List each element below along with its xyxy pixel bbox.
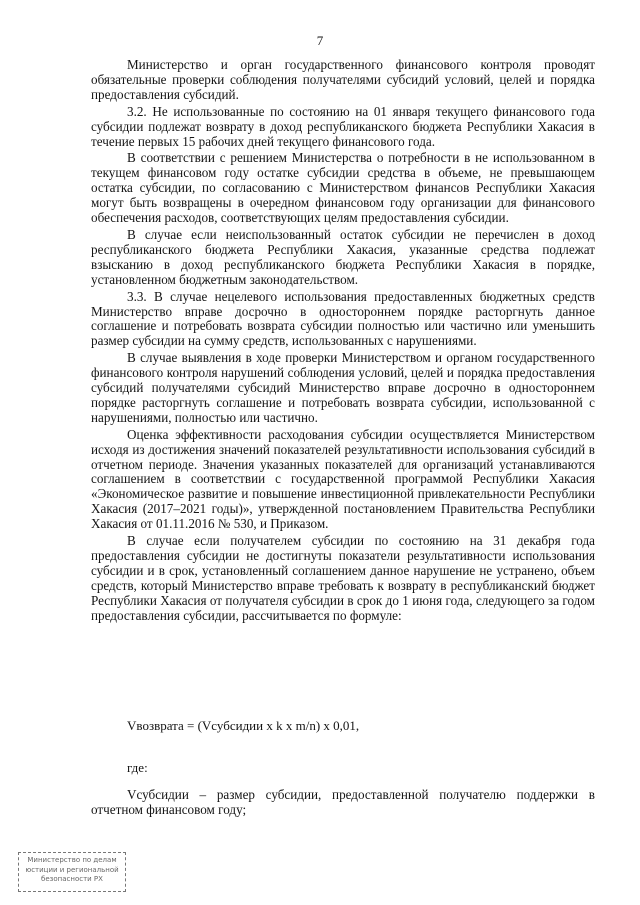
registration-stamp [18,852,126,892]
stamp-line: безопасности РХ [41,875,103,883]
paragraph: В соответствии с решением Министерства о потребности в не использованном в текущем финансовом году остатке субсидии средства в объеме, не превышающем остатка субсидии, по согласованию с Министерством финансов Республики Хакасия могут быть возвращены в очередном финансовом году организации для финансового обеспечения расходов, соответствующих целям предоставления субсидии. [91,150,595,226]
paragraph: Министерство и орган государственного финансового контроля проводят обязательные проверки соблюдения получателями субсидий условий, целей и порядка предоставления субсидий. [91,57,595,102]
stamp-line: юстиции и региональной [25,865,119,874]
paragraph: 3.3. В случае нецелевого использования предоставленных бюджетных средств Министерство вправе досрочно в одностороннем порядке расторгнуть данное соглашение и потребовать возврата субсидии полностью или частично или уменьшить размер субсидии на сумму средств, использованных с нарушениями. [91,288,595,349]
paragraph: Оценка эффективности расходования субсидии осуществляется Министерством исходя из достижения значений показателей результативности использования субсидий в отчетном периоде. Значения указанных показателей для организаций устанавливаются соглашением в соответствии с государственной программой Республики Хакасия «Экономическое развитие и повышение инвестиционной привлекательности Республики Хакасия (2017–2021 годы)», утвержденной постановлением Правительства Республики Хакасия от 01.11.2016 № 530, и Приказом. [91,426,595,532]
where-label: где: [127,760,148,775]
stamp-line: Министерство по делам [27,856,117,864]
paragraph: В случае если получателем субсидии по состоянию на 31 декабря года предоставления субсидии не достигнуты показатели результативности использования субсидии и в срок, установленный соглашением данное нарушение не устранено, объем средств, который Министерство вправе требовать к возврату в республиканский бюджет Республики Хакасия от получателя субсидии в срок до 1 июня года, следующего за годом предоставления субсидии, рассчитывается по формуле: [91,533,595,623]
paragraph: В случае если неиспользованный остаток субсидии не перечислен в доход республиканского бюджета Республики Хакасия, указанные средства подлежат взысканию в доход республиканского бюджета Республики Хакасия в порядке, установленном бюджетным законодательством. [91,226,595,287]
variable-definition: Vсубсидии – размер субсидии, предоставленной получателю поддержки в отчетном финансовом году; [91,787,595,817]
paragraph: 3.2. Не использованные по состоянию на 01 января текущего финансового года субсидии подлежат возврату в доход республиканского бюджета Республики Хакасия в течение первых 15 рабочих дней текущего финансового года. [91,103,595,149]
page-number: 7 [316,33,324,48]
paragraph: В случае выявления в ходе проверки Министерством и органом государственного финансового контроля нарушений соблюдения условий, целей и порядка предоставления субсидий получателями субсидий Министерство вправе досрочно в одностороннем порядке расторгнуть соглашение и потребовать возврата субсидии, использованной с нарушениями, полностью или частично. [91,350,595,425]
body-text [91,58,595,626]
refund-formula: Vвозврата = (Vсубсидии x k x m/n) x 0,01, [127,718,360,733]
